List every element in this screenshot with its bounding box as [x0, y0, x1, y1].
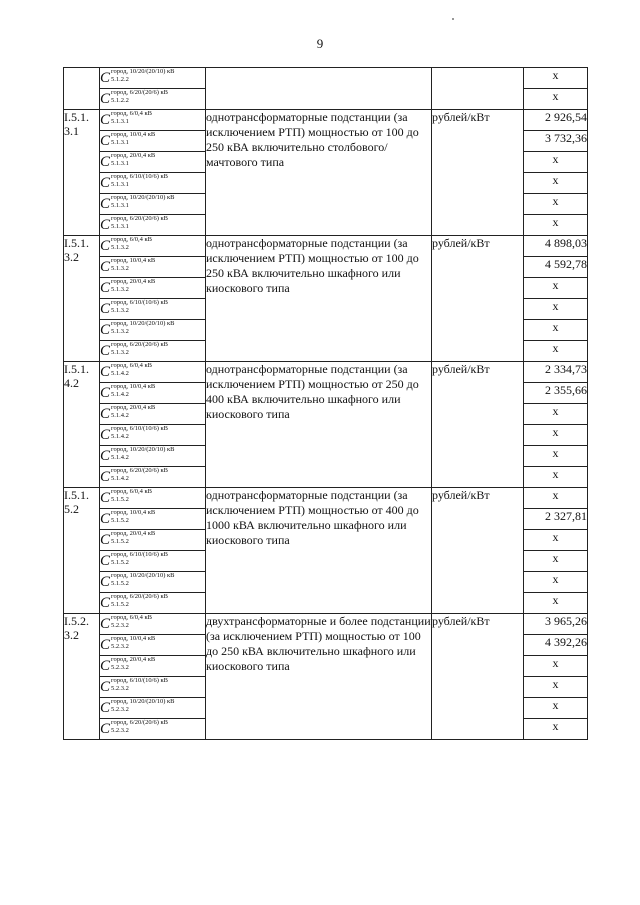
tariff-symbol — [100, 278, 206, 299]
item-unit: рублей/кВт — [432, 614, 524, 740]
table-row — [64, 236, 588, 257]
tariff-value: x — [524, 404, 588, 425]
tariff-value: x — [524, 68, 588, 89]
symbol-subscript: 5.2.3.2 — [111, 622, 129, 629]
symbol-letter: C — [100, 154, 111, 170]
symbol-subscript: 5.1.4.2 — [111, 370, 129, 377]
item-code-cell — [64, 68, 100, 110]
tariff-symbol — [100, 89, 206, 110]
symbol-letter: C — [100, 448, 111, 464]
symbol-indices — [111, 509, 155, 525]
symbol-subscript: 5.1.3.1 — [111, 160, 129, 167]
symbol-indices — [111, 320, 175, 336]
symbol-subscript: 5.1.5.2 — [111, 496, 129, 503]
symbol-subscript: 5.2.3.2 — [111, 685, 129, 692]
symbol-letter: C — [100, 70, 111, 86]
symbol-superscript: город, 20/0,4 кВ — [111, 656, 156, 663]
symbol-letter: C — [100, 112, 111, 128]
symbol-indices — [111, 257, 155, 273]
tariff-value: x — [524, 530, 588, 551]
symbol-superscript: город, 10/0,4 кВ — [111, 257, 156, 264]
tariff-symbol — [100, 614, 206, 635]
symbol-subscript: 5.1.4.2 — [111, 433, 129, 440]
symbol-subscript: 5.2.3.2 — [111, 706, 129, 713]
symbol-subscript: 5.1.3.1 — [111, 223, 129, 230]
tariff-symbol — [100, 383, 206, 404]
symbol-indices — [111, 614, 152, 630]
symbol-letter: C — [100, 427, 111, 443]
tariff-value: 4 898,03 — [524, 236, 588, 257]
symbol-indices — [111, 152, 155, 168]
symbol-letter: C — [100, 700, 111, 716]
tariff-value: x — [524, 551, 588, 572]
tariff-symbol — [100, 173, 206, 194]
tariff-symbol — [100, 362, 206, 383]
symbol-indices — [111, 530, 155, 546]
tariff-symbol — [100, 299, 206, 320]
symbol-superscript: город, 6/10/(10/6) кВ — [111, 551, 169, 558]
tariff-symbol — [100, 551, 206, 572]
tariff-value: 2 327,81 — [524, 509, 588, 530]
symbol-indices — [111, 68, 175, 84]
symbol-letter: C — [100, 280, 111, 296]
symbol-superscript: город, 10/20/(20/10) кВ — [111, 446, 175, 453]
tariff-symbol — [100, 656, 206, 677]
symbol-indices — [111, 677, 168, 693]
tariff-value: x — [524, 299, 588, 320]
tariff-symbol — [100, 446, 206, 467]
symbol-letter: C — [100, 301, 111, 317]
symbol-subscript: 5.1.4.2 — [111, 391, 129, 398]
tariff-value: x — [524, 320, 588, 341]
symbol-subscript: 5.1.3.1 — [111, 139, 129, 146]
symbol-letter: C — [100, 364, 111, 380]
symbol-letter: C — [100, 322, 111, 338]
symbol-superscript: город, 10/20/(20/10) кВ — [111, 698, 175, 705]
symbol-indices — [111, 425, 168, 441]
symbol-letter: C — [100, 721, 111, 737]
tariff-value: 4 592,78 — [524, 257, 588, 278]
symbol-letter: C — [100, 469, 111, 485]
symbol-letter: C — [100, 196, 111, 212]
symbol-superscript: город, 20/0,4 кВ — [111, 530, 156, 537]
symbol-subscript: 5.1.2.2 — [111, 76, 129, 83]
symbol-superscript: город, 6/20/(20/6) кВ — [111, 215, 169, 222]
symbol-superscript: город, 20/0,4 кВ — [111, 404, 156, 411]
tariff-value: x — [524, 446, 588, 467]
item-code: I.5.1. 3.2 — [64, 236, 100, 362]
tariff-symbol — [100, 194, 206, 215]
symbol-subscript: 5.1.3.1 — [111, 181, 129, 188]
tariff-symbol — [100, 572, 206, 593]
symbol-letter: C — [100, 574, 111, 590]
symbol-subscript: 5.1.3.1 — [111, 118, 129, 125]
symbol-subscript: 5.1.3.2 — [111, 307, 129, 314]
symbol-subscript: 5.1.3.2 — [111, 265, 129, 272]
tariff-value: 3 965,26 — [524, 614, 588, 635]
tariff-value: x — [524, 467, 588, 488]
item-unit: рублей/кВт — [432, 110, 524, 236]
symbol-indices — [111, 215, 168, 231]
tariff-symbol — [100, 257, 206, 278]
symbol-superscript: город, 6/20/(20/6) кВ — [111, 593, 169, 600]
item-code: I.5.1. 5.2 — [64, 488, 100, 614]
symbol-superscript: город, 6/0,4 кВ — [111, 110, 152, 117]
symbol-superscript: город, 20/0,4 кВ — [111, 152, 156, 159]
symbol-indices — [111, 656, 155, 672]
tariff-symbol — [100, 719, 206, 740]
item-description: однотрансформаторные подстанции (за исключением РТП) мощностью от 250 до 400 кВА включительно шкафного или киоскового типа — [206, 362, 432, 488]
symbol-letter: C — [100, 175, 111, 191]
symbol-indices — [111, 593, 168, 609]
symbol-subscript: 5.1.5.2 — [111, 559, 129, 566]
tariff-value: x — [524, 341, 588, 362]
symbol-letter: C — [100, 490, 111, 506]
symbol-superscript: город, 6/20/(20/6) кВ — [111, 467, 169, 474]
table-row — [64, 68, 588, 89]
symbol-indices — [111, 110, 152, 126]
symbol-letter: C — [100, 595, 111, 611]
symbol-superscript: город, 10/0,4 кВ — [111, 131, 156, 138]
symbol-letter: C — [100, 259, 111, 275]
tariff-value: 3 732,36 — [524, 131, 588, 152]
tariff-value: x — [524, 677, 588, 698]
tariff-value: 2 926,54 — [524, 110, 588, 131]
symbol-indices — [111, 341, 168, 357]
symbol-indices — [111, 299, 168, 315]
item-code: I.5.2. 3.2 — [64, 614, 100, 740]
symbol-superscript: город, 6/10/(10/6) кВ — [111, 677, 169, 684]
description-cell — [206, 68, 432, 110]
table-row — [64, 488, 588, 509]
symbol-indices — [111, 572, 175, 588]
symbol-letter: C — [100, 343, 111, 359]
tariff-value: x — [524, 488, 588, 509]
symbol-superscript: город, 10/0,4 кВ — [111, 635, 156, 642]
symbol-subscript: 5.1.3.2 — [111, 328, 129, 335]
tariff-symbol — [100, 110, 206, 131]
tariff-value: x — [524, 698, 588, 719]
page-number: 9 — [316, 36, 324, 51]
tariff-value: x — [524, 173, 588, 194]
item-code: I.5.1. 3.1 — [64, 110, 100, 236]
symbol-letter: C — [100, 511, 111, 527]
tariff-value: x — [524, 719, 588, 740]
table-row — [64, 362, 588, 383]
symbol-indices — [111, 383, 155, 399]
symbol-subscript: 5.1.3.2 — [111, 286, 129, 293]
symbol-indices — [111, 635, 155, 651]
symbol-subscript: 5.1.4.2 — [111, 454, 129, 461]
symbol-superscript: город, 6/0,4 кВ — [111, 614, 152, 621]
symbol-superscript: город, 6/10/(10/6) кВ — [111, 173, 169, 180]
tariff-symbol — [100, 635, 206, 656]
symbol-subscript: 5.1.5.2 — [111, 580, 129, 587]
symbol-subscript: 5.2.3.2 — [111, 664, 129, 671]
symbol-indices — [111, 446, 175, 462]
tariff-value: x — [524, 194, 588, 215]
symbol-letter: C — [100, 637, 111, 653]
tariff-symbol — [100, 593, 206, 614]
item-unit: рублей/кВт — [432, 236, 524, 362]
symbol-superscript: город, 10/20/(20/10) кВ — [111, 194, 175, 201]
symbol-indices — [111, 194, 175, 210]
symbol-superscript: город, 6/0,4 кВ — [111, 236, 152, 243]
symbol-superscript: город, 6/20/(20/6) кВ — [111, 341, 169, 348]
tariff-symbol — [100, 68, 206, 89]
symbol-subscript: 5.1.4.2 — [111, 475, 129, 482]
symbol-letter: C — [100, 133, 111, 149]
symbol-indices — [111, 278, 155, 294]
symbol-superscript: город, 10/0,4 кВ — [111, 383, 156, 390]
table-row — [64, 614, 588, 635]
item-unit: рублей/кВт — [432, 488, 524, 614]
tariff-symbol — [100, 488, 206, 509]
symbol-indices — [111, 89, 168, 105]
symbol-indices — [111, 173, 168, 189]
symbol-subscript: 5.1.3.2 — [111, 244, 129, 251]
symbol-subscript: 5.1.3.1 — [111, 202, 129, 209]
tariff-table-body — [64, 68, 588, 740]
tariff-value: 2 334,73 — [524, 362, 588, 383]
symbol-indices — [111, 551, 168, 567]
tariff-value: x — [524, 215, 588, 236]
symbol-letter: C — [100, 616, 111, 632]
symbol-superscript: город, 6/20/(20/6) кВ — [111, 89, 169, 96]
symbol-indices — [111, 488, 152, 504]
symbol-subscript: 5.1.5.2 — [111, 538, 129, 545]
tariff-symbol — [100, 698, 206, 719]
symbol-superscript: город, 10/20/(20/10) кВ — [111, 320, 175, 327]
tariff-value: x — [524, 593, 588, 614]
tariff-symbol — [100, 152, 206, 173]
symbol-letter: C — [100, 238, 111, 254]
symbol-letter: C — [100, 658, 111, 674]
symbol-indices — [111, 404, 155, 420]
symbol-superscript: город, 20/0,4 кВ — [111, 278, 156, 285]
symbol-letter: C — [100, 217, 111, 233]
tariff-symbol — [100, 467, 206, 488]
tariff-symbol — [100, 215, 206, 236]
symbol-subscript: 5.1.2.2 — [111, 97, 129, 104]
symbol-subscript: 5.2.3.2 — [111, 643, 129, 650]
symbol-letter: C — [100, 406, 111, 422]
symbol-letter: C — [100, 679, 111, 695]
unit-cell — [432, 68, 524, 110]
symbol-letter: C — [100, 532, 111, 548]
symbol-superscript: город, 10/0,4 кВ — [111, 509, 156, 516]
tariff-value: x — [524, 572, 588, 593]
tariff-symbol — [100, 509, 206, 530]
item-description: однотрансформаторные подстанции (за исключением РТП) мощностью от 100 до 250 кВА включительно шкафного или киоскового типа — [206, 236, 432, 362]
symbol-indices — [111, 698, 175, 714]
item-description: однотрансформаторные подстанции (за исключением РТП) мощностью от 100 до 250 кВА включительно столбового/мачтового типа — [206, 110, 432, 236]
symbol-indices — [111, 719, 168, 735]
tariff-symbol — [100, 530, 206, 551]
symbol-letter: C — [100, 553, 111, 569]
symbol-subscript: 5.1.3.2 — [111, 349, 129, 356]
symbol-subscript: 5.1.5.2 — [111, 517, 129, 524]
symbol-indices — [111, 236, 152, 252]
symbol-subscript: 5.2.3.2 — [111, 727, 129, 734]
symbol-indices — [111, 467, 168, 483]
tariff-table — [63, 67, 588, 740]
scan-speck — [452, 18, 454, 20]
tariff-value: x — [524, 89, 588, 110]
item-description: двухтрансформаторные и более подстанции (за исключением РТП) мощностью от 100 до 250 кВА включительно шкафного или киоскового типа — [206, 614, 432, 740]
symbol-superscript: город, 6/10/(10/6) кВ — [111, 299, 169, 306]
symbol-indices — [111, 362, 152, 378]
tariff-symbol — [100, 320, 206, 341]
tariff-value: x — [524, 656, 588, 677]
tariff-value: x — [524, 152, 588, 173]
tariff-value: 2 355,66 — [524, 383, 588, 404]
symbol-superscript: город, 10/20/(20/10) кВ — [111, 572, 175, 579]
tariff-value: 4 392,26 — [524, 635, 588, 656]
table-row — [64, 110, 588, 131]
item-description: однотрансформаторные подстанции (за исключением РТП) мощностью от 400 до 1000 кВА включительно шкафного или киоскового типа — [206, 488, 432, 614]
symbol-superscript: город, 6/0,4 кВ — [111, 488, 152, 495]
symbol-letter: C — [100, 91, 111, 107]
symbol-subscript: 5.1.4.2 — [111, 412, 129, 419]
tariff-value: x — [524, 278, 588, 299]
item-unit: рублей/кВт — [432, 362, 524, 488]
item-code: I.5.1. 4.2 — [64, 362, 100, 488]
symbol-indices — [111, 131, 155, 147]
tariff-symbol — [100, 677, 206, 698]
tariff-symbol — [100, 131, 206, 152]
symbol-superscript: город, 6/10/(10/6) кВ — [111, 425, 169, 432]
tariff-symbol — [100, 341, 206, 362]
tariff-symbol — [100, 404, 206, 425]
tariff-value: x — [524, 425, 588, 446]
symbol-superscript: город, 10/20/(20/10) кВ — [111, 68, 175, 75]
tariff-symbol — [100, 425, 206, 446]
symbol-superscript: город, 6/20/(20/6) кВ — [111, 719, 169, 726]
tariff-symbol — [100, 236, 206, 257]
symbol-subscript: 5.1.5.2 — [111, 601, 129, 608]
symbol-letter: C — [100, 385, 111, 401]
symbol-superscript: город, 6/0,4 кВ — [111, 362, 152, 369]
